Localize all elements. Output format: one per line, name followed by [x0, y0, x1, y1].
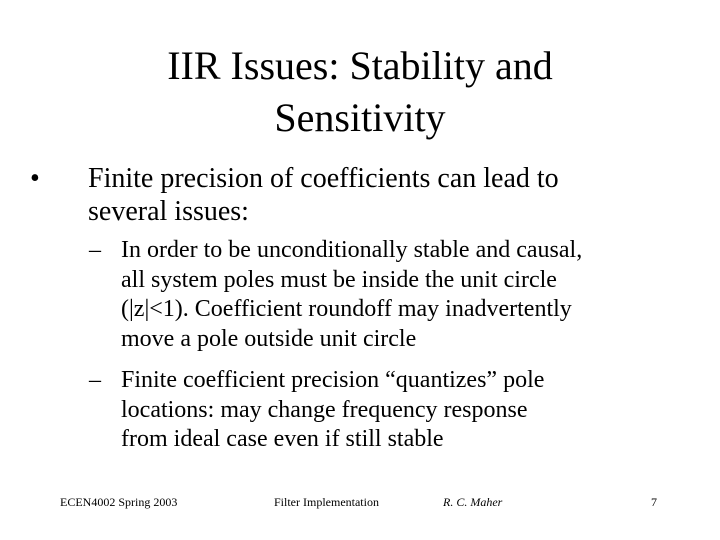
bullet-marker: • [30, 163, 40, 194]
title-line: Sensitivity [274, 95, 446, 140]
footer-author: R. C. Maher [443, 495, 503, 509]
footer-topic: Filter Implementation [274, 495, 379, 509]
slide-title [60, 40, 660, 144]
title-line: IIR Issues: Stability and [167, 43, 553, 88]
sub-bullet-line: locations: may change frequency response [121, 396, 528, 423]
bullet-text [88, 162, 688, 228]
sub-bullet-line: In order to be unconditionally stable and causal, [121, 237, 583, 263]
sub-bullet-marker: – [89, 367, 101, 393]
sub-bullet-marker: – [89, 237, 101, 263]
sub-bullet-line: Finite coefficient precision “quantizes” pole [121, 367, 545, 393]
sub-bullet-line: all system poles must be inside the unit circle [121, 266, 557, 293]
sub-bullet-line: (|z|<1). Coefficient roundoff may inadvertently [121, 296, 572, 322]
bullet-line: Finite precision of coefficients can lead to [88, 163, 559, 194]
bullet-line: several issues: [88, 196, 249, 227]
sub-bullet-line: from ideal case even if still stable [121, 426, 444, 452]
footer-page-number: 7 [651, 495, 657, 509]
sub-bullet-text [121, 236, 691, 354]
footer-course: ECEN4002 Spring 2003 [60, 495, 178, 509]
sub-bullet-text [121, 366, 691, 455]
sub-bullet-line: move a pole outside unit circle [121, 325, 417, 352]
